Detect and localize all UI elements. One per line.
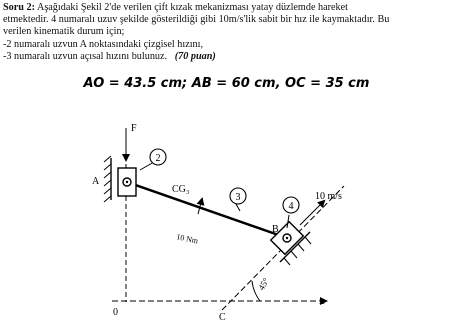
slider-2-block (118, 168, 136, 196)
label-cg3: CG₃ (172, 184, 190, 195)
question-title: Soru 2: (3, 2, 35, 13)
label-angle: 45° (256, 276, 272, 292)
question-points: (70 puan) (174, 50, 216, 62)
question-line-1-text: Aşağıdaki Şekil 2'de verilen çift kızak mekanizması yatay düzlemde hareket (36, 2, 348, 13)
slider-a-ground (104, 156, 111, 202)
question-line-2: etmektedir. 4 numaralı uzuv şekilde gösterildiği gibi 10m/s'lik sabit bir hız ile kaymaktadır. Bu (3, 14, 390, 26)
label-o: 0 (113, 307, 118, 318)
link-3-rod (127, 182, 287, 238)
link-3-label: 3 (235, 192, 241, 203)
link-3-number (230, 188, 246, 211)
question-item-2-text: -3 numaralı uzvun açısal hızını bulunuz. (3, 50, 168, 62)
question-line-3: verilen kinematik durum için; (3, 26, 125, 38)
link-2-number (140, 149, 166, 170)
velocity-arrow (300, 201, 324, 225)
question-item-1: -2 numaralı uzvun A noktasındaki çizgisel hızını, (3, 38, 204, 50)
label-velocity: 10 m/s (315, 191, 342, 202)
label-x: x (319, 295, 325, 307)
label-a: A (92, 176, 100, 187)
label-torque: 10 Nm (175, 232, 199, 246)
label-c: C (219, 312, 226, 322)
label-b: B (272, 224, 279, 235)
link-4-label: 4 (288, 201, 294, 212)
label-f: F (131, 123, 137, 134)
given-dimensions: AO = 43.5 cm; AB = 60 cm, OC = 35 cm (83, 76, 370, 91)
coordinate-axes (112, 140, 326, 302)
link-2-label: 2 (155, 153, 161, 164)
